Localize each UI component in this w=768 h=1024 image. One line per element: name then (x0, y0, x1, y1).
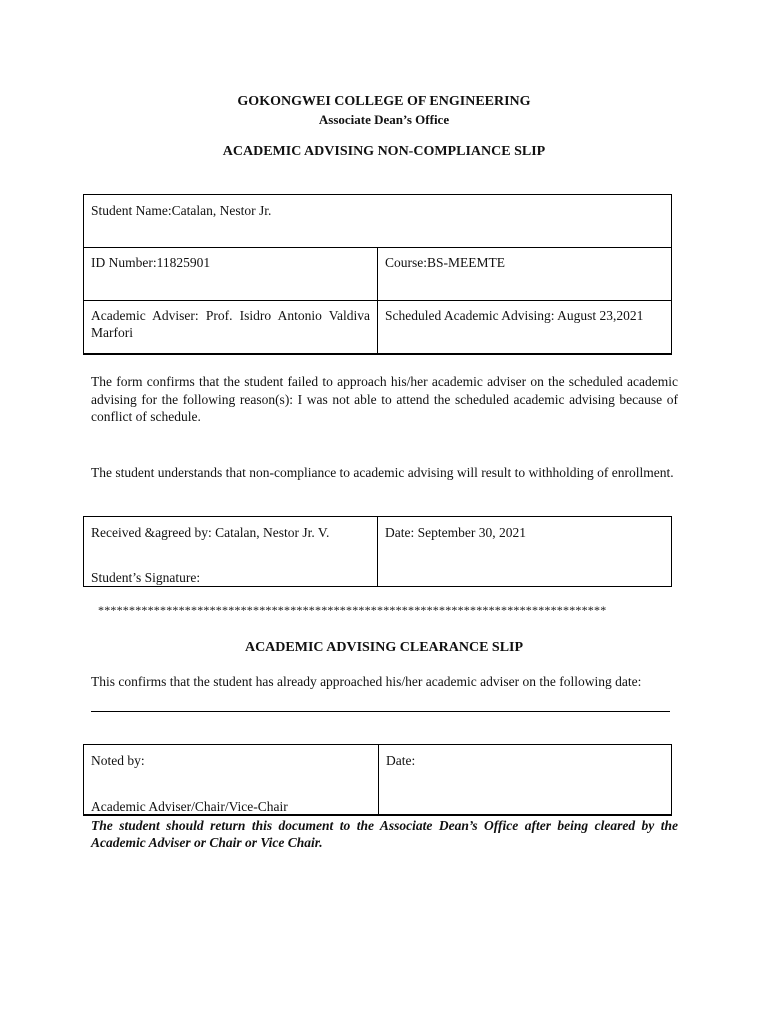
reason-paragraph: The form confirms that the student failed to approach his/her academic adviser on the scheduled academic advising for the following reason(s): I was not able to attend the scheduled academic advising because of conflict of schedule. (91, 374, 678, 424)
return-instruction-note: The student should return this document to the Associate Dean’s Office after being cleared by the Academic Adviser or Chair or Vice Chair. (91, 818, 678, 850)
date-blank-line (91, 711, 670, 712)
office-name: Associate Dean’s Office (318, 112, 450, 127)
adviser-cell: Academic Adviser: Prof. Isidro Antonio Valdiva Marfori (91, 308, 370, 340)
college-name: GOKONGWEI COLLEGE OF ENGINEERING (237, 94, 531, 109)
course-cell: Course:BS-MEEMTE (385, 255, 505, 270)
student-signature-label: Student’s Signature: (91, 570, 201, 585)
noted-table (83, 744, 672, 816)
received-date-cell: Date: September 30, 2021 (385, 525, 526, 540)
noted-date-label: Date: (386, 753, 416, 768)
separator-line: ********************************************************************************** (98, 603, 607, 617)
received-table (83, 516, 672, 587)
adviser-role-label: Academic Adviser/Chair/Vice-Chair (91, 799, 288, 814)
clearance-paragraph: This confirms that the student has already approached his/her academic adviser on the following date: (91, 674, 642, 689)
understands-paragraph: The student understands that non-compliance to academic advising will result to withholding of enrollment. (91, 465, 674, 480)
slip-title: ACADEMIC ADVISING NON-COMPLIANCE SLIP (222, 144, 546, 159)
student-info-table (83, 194, 672, 355)
noted-by-label: Noted by: (91, 753, 145, 768)
id-number-cell: ID Number:11825901 (91, 255, 211, 270)
student-name-cell: Student Name:Catalan, Nestor Jr. (91, 203, 272, 218)
scheduled-advising-cell: Scheduled Academic Advising: August 23,2021 (385, 308, 644, 323)
clearance-title: ACADEMIC ADVISING CLEARANCE SLIP (244, 640, 524, 655)
received-by-cell: Received &agreed by: Catalan, Nestor Jr. V. (91, 525, 330, 540)
